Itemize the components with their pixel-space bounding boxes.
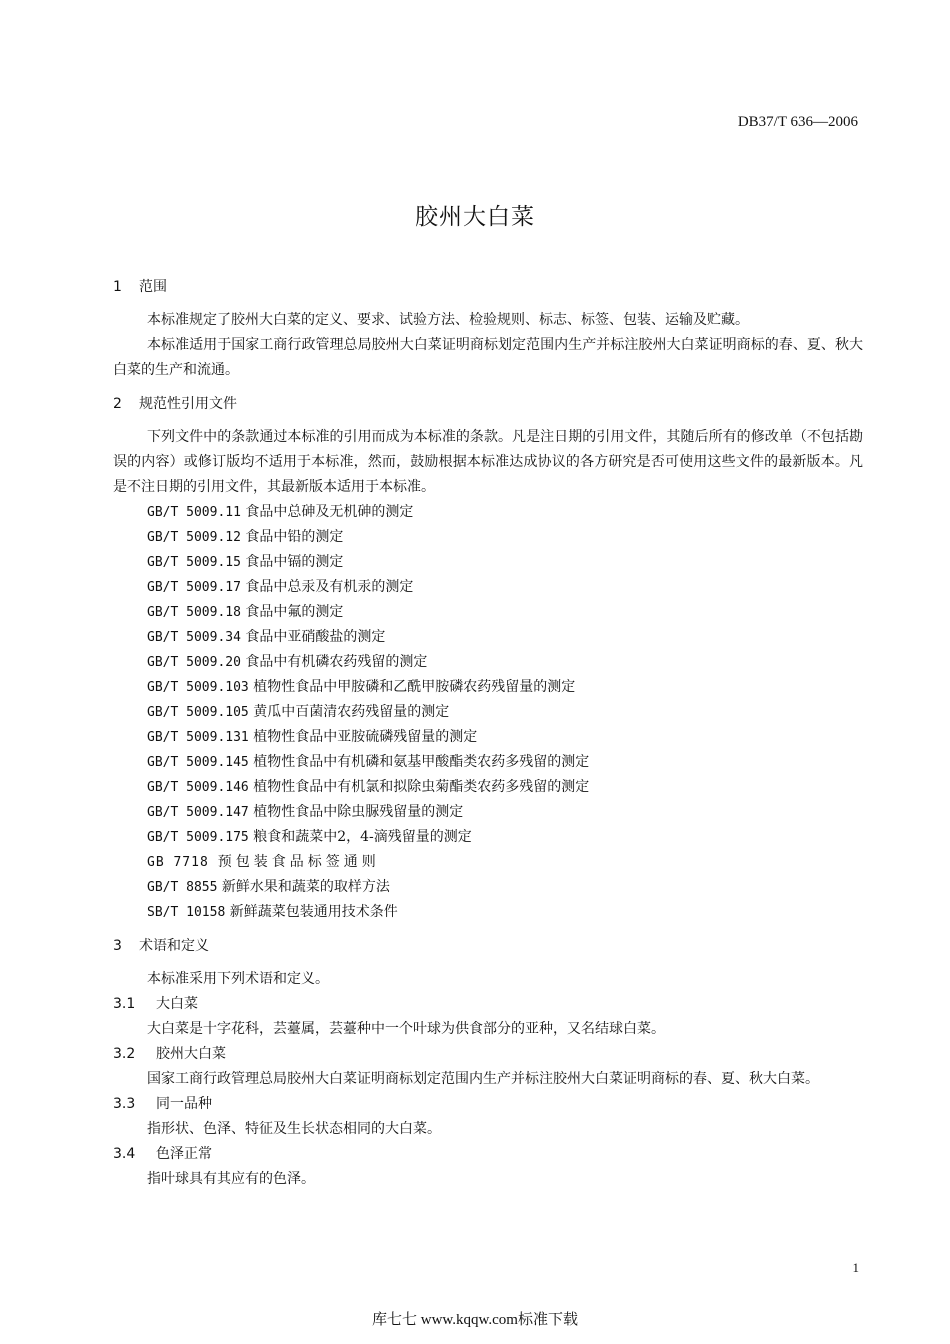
term-title: 大白菜 (156, 996, 198, 1012)
reference-title: 食品中总砷及无机砷的测定 (245, 504, 414, 520)
section-heading-normative-references (113, 393, 863, 415)
term-title: 同一品种 (156, 1096, 212, 1112)
reference-item (113, 800, 863, 825)
reference-title: 食品中有机磷农药残留的测定 (245, 654, 428, 670)
term-heading (113, 1042, 863, 1067)
reference-item (113, 775, 863, 800)
reference-code: GB/T 5009.12 (147, 530, 241, 545)
reference-item (113, 525, 863, 550)
term-heading (113, 992, 863, 1017)
section-title: 术语和定义 (139, 938, 209, 954)
reference-title: 植物性食品中有机氯和拟除虫菊酯类农药多残留的测定 (253, 779, 590, 795)
section-number: 3 (113, 938, 122, 954)
reference-code: GB/T 5009.105 (147, 705, 249, 720)
reference-title: 植物性食品中有机磷和氨基甲酸酯类农药多残留的测定 (253, 754, 590, 770)
reference-code: SB/T 10158 (147, 905, 226, 920)
term-title: 胶州大白菜 (156, 1046, 226, 1062)
reference-code: GB/T 5009.146 (147, 780, 249, 795)
reference-item (113, 500, 863, 525)
footer-watermark: 库七七 www.kqqw.com标准下载 (372, 1312, 578, 1328)
term-number: 3.3 (113, 1096, 136, 1112)
term-heading (113, 1142, 863, 1167)
reference-code: GB/T 5009.15 (147, 555, 241, 570)
reference-item (113, 700, 863, 725)
reference-title: 新鲜水果和蔬菜的取样方法 (221, 879, 390, 895)
section-title: 范围 (139, 279, 167, 295)
document-body (113, 276, 863, 1192)
reference-list (113, 500, 863, 925)
document-code: DB37/T 636—2006 (737, 114, 858, 130)
term-definition: 指叶球具有其应有的色泽。 (147, 1171, 315, 1187)
reference-code: GB/T 5009.11 (147, 505, 241, 520)
section-heading-scope (113, 276, 863, 298)
section-heading-terms-definitions (113, 935, 863, 957)
reference-item (113, 675, 863, 700)
reference-item (113, 575, 863, 600)
reference-code: GB 7718 (147, 855, 209, 870)
reference-item (113, 625, 863, 650)
reference-item (113, 750, 863, 775)
reference-code: GB/T 5009.18 (147, 605, 241, 620)
reference-title: 黄瓜中百菌清农药残留量的测定 (253, 704, 450, 720)
reference-title: 预包装食品标签通则 (217, 854, 380, 870)
term-definition: 指形状、色泽、特征及生长状态相同的大白菜。 (147, 1121, 441, 1137)
reference-item (113, 725, 863, 750)
reference-item (113, 825, 863, 850)
reference-title: 粮食和蔬菜中2，4-滴残留量的测定 (253, 829, 472, 845)
reference-title: 植物性食品中亚胺硫磷残留量的测定 (253, 729, 478, 745)
reference-code: GB/T 5009.34 (147, 630, 241, 645)
reference-item (113, 850, 863, 875)
reference-item (113, 875, 863, 900)
page-number: 1 (852, 1260, 859, 1275)
document-title: 胶州大白菜 (415, 204, 535, 230)
reference-code: GB/T 5009.147 (147, 805, 249, 820)
paragraph: 下列文件中的条款通过本标准的引用而成为本标准的条款。凡是注日期的引用文件，其随后所有的修改单（不包括勘误的内容）或修订版均不适用于本标准，然而，鼓励根据本标准达成协议的各方研究是否可使用这些文件的最新版本。凡是不注日期的引用文件，其最新版本适用于本标准。 (113, 429, 863, 495)
reference-item (113, 550, 863, 575)
reference-code: GB/T 5009.17 (147, 580, 241, 595)
paragraph: 本标准适用于国家工商行政管理总局胶州大白菜证明商标划定范围内生产并标注胶州大白菜证明商标的春、夏、秋大白菜的生产和流通。 (113, 337, 863, 378)
reference-title: 植物性食品中除虫脲残留量的测定 (253, 804, 464, 820)
reference-title: 食品中总汞及有机汞的测定 (245, 579, 414, 595)
reference-code: GB/T 5009.145 (147, 755, 249, 770)
reference-title: 新鲜蔬菜包装通用技术条件 (229, 904, 398, 920)
term-title: 色泽正常 (156, 1146, 212, 1162)
reference-item (113, 900, 863, 925)
term-number: 3.4 (113, 1146, 136, 1162)
paragraph: 本标准规定了胶州大白菜的定义、要求、试验方法、检验规则、标志、标签、包装、运输及贮藏。 (147, 312, 749, 328)
term-number: 3.1 (113, 996, 136, 1012)
section-number: 2 (113, 396, 122, 412)
reference-title: 食品中氟的测定 (245, 604, 344, 620)
term-definition: 国家工商行政管理总局胶州大白菜证明商标划定范围内生产并标注胶州大白菜证明商标的春、夏、秋大白菜。 (147, 1071, 819, 1087)
reference-code: GB/T 5009.131 (147, 730, 249, 745)
section-number: 1 (113, 279, 122, 295)
reference-title: 食品中铅的测定 (245, 529, 344, 545)
reference-item (113, 600, 863, 625)
term-definition: 大白菜是十字花科，芸薹属，芸薹种中一个叶球为供食部分的亚种，又名结球白菜。 (147, 1021, 665, 1037)
paragraph: 本标准采用下列术语和定义。 (147, 971, 329, 987)
reference-code: GB/T 5009.103 (147, 680, 249, 695)
reference-code: GB/T 8855 (147, 880, 218, 895)
term-heading (113, 1092, 863, 1117)
section-title: 规范性引用文件 (139, 396, 237, 412)
reference-title: 食品中亚硝酸盐的测定 (245, 629, 386, 645)
reference-code: GB/T 5009.20 (147, 655, 241, 670)
reference-code: GB/T 5009.175 (147, 830, 249, 845)
term-number: 3.2 (113, 1046, 136, 1062)
reference-title: 食品中镉的测定 (245, 554, 344, 570)
reference-item (113, 650, 863, 675)
reference-title: 植物性食品中甲胺磷和乙酰甲胺磷农药残留量的测定 (253, 679, 576, 695)
